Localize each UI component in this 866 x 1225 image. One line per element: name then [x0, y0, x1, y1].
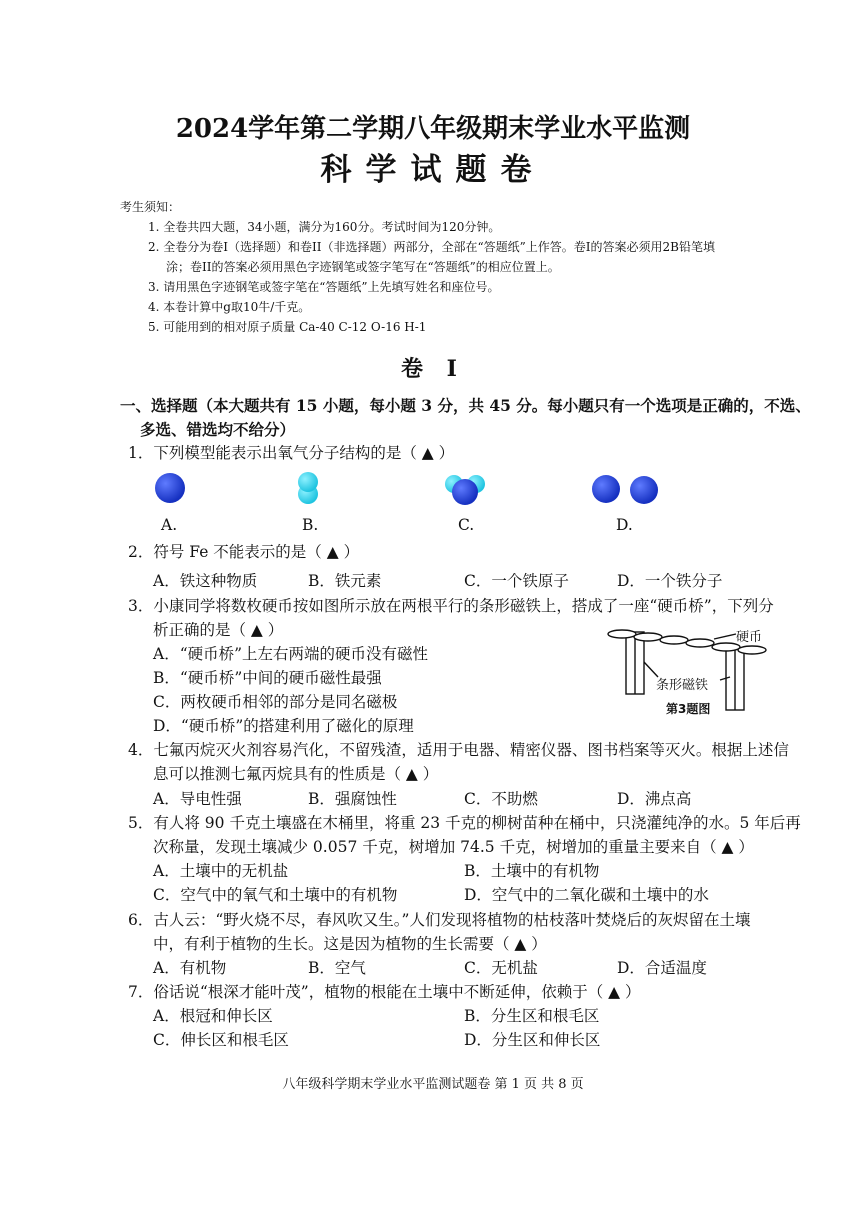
q6-option-a[interactable]: A．有机物 — [153, 959, 227, 977]
q1-option-b[interactable]: B. — [302, 516, 319, 534]
section-heading: 一、选择题（本大题共有 15 小题，每小题 3 分，共 45 分。每小题只有一个选项是正确的，不选、 — [120, 396, 811, 415]
molecule-c-icon — [445, 475, 485, 505]
q6-option-c[interactable]: C．无机盐 — [464, 959, 538, 977]
notice-heading: 考生须知： — [120, 200, 181, 214]
q5-option-d[interactable]: D．空气中的二氧化碳和土壤中的水 — [464, 886, 709, 904]
molecule-d-icon — [592, 475, 658, 504]
question-2-stem: 2．符号 Fe 不能表示的是（ ▲ ） — [128, 543, 360, 561]
question-4-stem: 息可以推测七氟丙烷具有的性质是（ ▲ ） — [153, 765, 439, 783]
page-footer: 八年级科学期末学业水平监测试题卷 第 1 页 共 8 页 — [282, 1077, 584, 1092]
q2-option-c[interactable]: C．一个铁原子 — [464, 572, 569, 590]
q4-option-a[interactable]: A．导电性强 — [153, 790, 242, 808]
question-7-stem: 7．俗话说“根深才能叶茂”，植物的根能在土壤中不断延伸，依赖于（ ▲ ） — [128, 983, 641, 1001]
notice-item: 4. 本卷计算中g取10牛/千克。 — [148, 300, 311, 314]
q4-option-d[interactable]: D．沸点高 — [617, 790, 692, 808]
q3-option-a[interactable]: A．“硬币桥”上左右两端的硬币没有磁性 — [153, 645, 429, 663]
q1-option-a[interactable]: A. — [161, 516, 178, 534]
q2-option-b[interactable]: B．铁元素 — [308, 572, 382, 590]
q3-option-d[interactable]: D．“硬币桥”的搭建利用了磁化的原理 — [153, 717, 414, 735]
question-5-stem: 次称量，发现土壤减少 0.057 千克，树增加 74.5 千克，树增加的重量主要来自（ ▲ ） — [153, 838, 754, 856]
q5-option-a[interactable]: A．土壤中的无机盐 — [153, 862, 289, 880]
molecule-b-icon — [298, 472, 318, 504]
q4-option-b[interactable]: B．强腐蚀性 — [308, 790, 397, 808]
exam-title: 2024学年第二学期八年级期末学业水平监测 — [175, 114, 691, 144]
notice-item: 5. 可能用到的相对原子质量 Ca-40 C-12 O-16 H-1 — [148, 320, 427, 334]
section-title: 卷 I — [401, 356, 465, 382]
notice-item: 1. 全卷共四大题，34小题，满分为160分。考试时间为120分钟。 — [148, 220, 501, 234]
q2-option-a[interactable]: A．铁这种物质 — [153, 572, 258, 590]
q4-option-c[interactable]: C．不助燃 — [464, 790, 538, 808]
q7-option-a[interactable]: A．根冠和伸长区 — [153, 1007, 273, 1025]
q3-magnet-label: 条形磁铁 — [656, 678, 709, 693]
question-1-stem: 1．下列模型能表示出氧气分子结构的是（ ▲ ） — [128, 444, 455, 462]
q3-coin-label: 硬币 — [736, 630, 763, 645]
q3-figure-caption: 第3题图 — [666, 702, 711, 716]
question-3-stem: 3．小康同学将数枚硬币按如图所示放在两根平行的条形磁铁上，搭成了一座“硬币桥”，下列分 — [128, 597, 774, 615]
question-6-stem: 中，有利于植物的生长。这是因为植物的生长需要（ ▲ ） — [153, 935, 547, 953]
q1-option-d[interactable]: D. — [616, 516, 633, 534]
q7-option-b[interactable]: B．分生区和根毛区 — [464, 1007, 600, 1025]
question-3-stem: 析正确的是（ ▲ ） — [153, 621, 284, 639]
q1-molecule-models — [150, 470, 690, 512]
notice-item: 2. 全卷分为卷I（选择题）和卷II（非选择题）两部分，全部在“答题纸”上作答。卷I的答案必须用2B铅笔填 — [148, 240, 715, 254]
q3-option-c[interactable]: C．两枚硬币相邻的部分是同名磁极 — [153, 693, 398, 711]
notice-item: 涂；卷II的答案必须用黑色字迹钢笔或签字笔写在“答题纸”的相应位置上。 — [166, 260, 560, 274]
question-4-stem: 4．七氟丙烷灭火剂容易汽化，不留残渣，适用于电器、精密仪器、图书档案等灭火。根据上述信 — [128, 741, 789, 759]
q5-option-b[interactable]: B．土壤中的有机物 — [464, 862, 600, 880]
question-5-stem: 5．有人将 90 千克土壤盛在木桶里，将重 23 千克的柳树苗种在桶中，只浇灌纯净的水。5 年后再 — [128, 814, 801, 832]
q3-option-b[interactable]: B．“硬币桥”中间的硬币磁性最强 — [153, 669, 382, 687]
q5-option-c[interactable]: C．空气中的氧气和土壤中的有机物 — [153, 886, 398, 904]
q1-option-c[interactable]: C. — [458, 516, 475, 534]
section-heading: 多选、错选均不给分） — [140, 420, 296, 439]
exam-subtitle: 科学试题卷 — [320, 152, 546, 188]
q7-option-d[interactable]: D．分生区和伸长区 — [464, 1031, 601, 1049]
question-6-stem: 6．古人云：“野火烧不尽，春风吹又生。”人们发现将植物的枯枝落叶焚烧后的灰烬留在土壤 — [128, 911, 751, 929]
molecule-a-icon — [155, 473, 185, 503]
q2-option-d[interactable]: D．一个铁分子 — [617, 572, 723, 590]
q6-option-b[interactable]: B．空气 — [308, 959, 366, 977]
q7-option-c[interactable]: C．伸长区和根毛区 — [153, 1031, 289, 1049]
q6-option-d[interactable]: D．合适温度 — [617, 959, 707, 977]
notice-item: 3. 请用黑色字迹钢笔或签字笔在“答题纸”上先填写姓名和座位号。 — [148, 280, 500, 294]
